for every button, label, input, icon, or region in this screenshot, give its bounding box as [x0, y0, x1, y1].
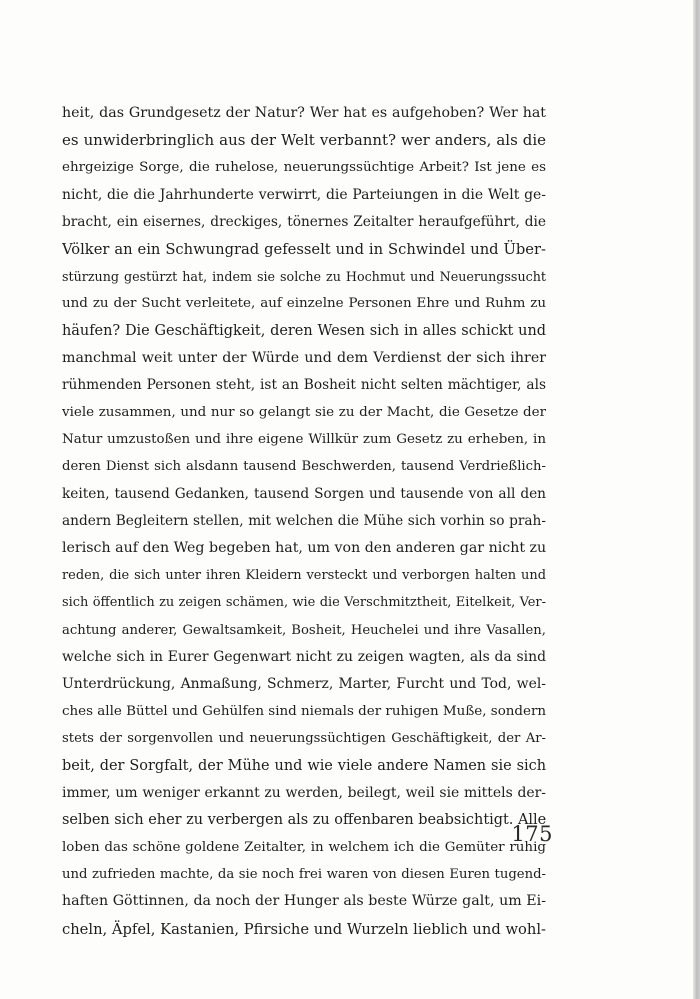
text-line: andern Begleitern stellen, mit welchen die Mühe sich vorhin so prah-	[62, 512, 546, 529]
text-line: es unwiderbringlich aus der Welt verbannt? wer anders, als die	[62, 131, 546, 150]
text-line: rühmenden Personen steht, ist an Bosheit nicht selten mächtiger, als	[62, 376, 546, 393]
page-number: 175	[511, 822, 553, 846]
text-line: heit, das Grundgesetz der Natur? Wer hat es aufgehoben? Wer hat	[62, 105, 546, 121]
text-line: häufen? Die Geschäftigkeit, deren Wesen sich in alles schickt und	[62, 322, 546, 339]
text-line: lerisch auf den Weg begeben hat, um von den anderen gar nicht zu	[62, 540, 546, 556]
text-line: nicht, die die Jahrhunderte verwirrt, die Parteiungen in die Welt ge-	[62, 186, 546, 203]
text-line: ehrgeizige Sorge, die ruhelose, neuerungssüchtige Arbeit? Ist jene es	[62, 160, 546, 176]
text-line: stürzung gestürzt hat, indem sie solche zu Hochmut und Neuerungssucht	[62, 269, 546, 285]
text-line: welche sich in Eurer Gegenwart nicht zu zeigen wagten, als da sind	[62, 648, 546, 665]
text-line: stets der sorgenvollen und neuerungssüchtigen Geschäftigkeit, der Ar-	[62, 731, 546, 747]
text-line: bracht, ein eisernes, dreckiges, tönernes Zeitalter heraufgeführt, die	[62, 213, 546, 230]
text-line: haften Göttinnen, da noch der Hunger als beste Würze galt, um Ei-	[62, 893, 546, 910]
text-line: und zufrieden machte, da sie noch frei waren von diesen Euren tugend-	[62, 867, 546, 883]
text-line: beit, der Sorgfalt, der Mühe und wie viele andere Namen sie sich	[62, 757, 546, 774]
text-line: keiten, tausend Gedanken, tausend Sorgen und tausende von all den	[62, 485, 546, 502]
text-line: deren Dienst sich alsdann tausend Beschwerden, tausend Verdrießlich-	[62, 459, 546, 475]
text-line: und zu der Sucht verleitete, auf einzelne Personen Ehre und Ruhm zu	[62, 296, 546, 312]
page-edge-shadow	[693, 0, 700, 999]
text-line: cheln, Äpfel, Kastanien, Pfirsiche und Wurzeln lieblich und wohl-	[62, 920, 546, 938]
text-line: immer, um weniger erkannt zu werden, beilegt, weil sie mittels der-	[62, 784, 546, 801]
text-line: ches alle Büttel und Gehülfen sind niemals der ruhigen Muße, sondern	[62, 704, 546, 720]
text-line: loben das schöne goldene Zeitalter, in welchem ich die Gemüter ruhig	[62, 840, 546, 856]
text-line: Natur umzustoßen und ihre eigene Willkür zum Gesetz zu erheben, in	[62, 432, 546, 448]
text-line: achtung anderer, Gewaltsamkeit, Bosheit, Heuchelei und ihre Vasallen,	[62, 622, 546, 638]
text-line: Unterdrückung, Anmaßung, Schmerz, Marter, Furcht und Tod, wel-	[62, 675, 546, 692]
text-line: reden, die sich unter ihren Kleidern versteckt und verborgen halten und	[62, 568, 546, 584]
body-text	[62, 100, 546, 943]
text-line: viele zusammen, und nur so gelangt sie zu der Macht, die Gesetze der	[62, 405, 546, 421]
text-line: Völker an ein Schwungrad gefesselt und in Schwindel und Über-	[62, 240, 546, 258]
text-line: sich öffentlich zu zeigen schämen, wie die Verschmitztheit, Eitelkeit, Ver-	[62, 595, 546, 611]
text-line: selben sich eher zu verbergen als zu offenbaren beabsichtigt. Alle	[62, 811, 546, 828]
text-line: manchmal weit unter der Würde und dem Verdienst der sich ihrer	[62, 349, 546, 366]
